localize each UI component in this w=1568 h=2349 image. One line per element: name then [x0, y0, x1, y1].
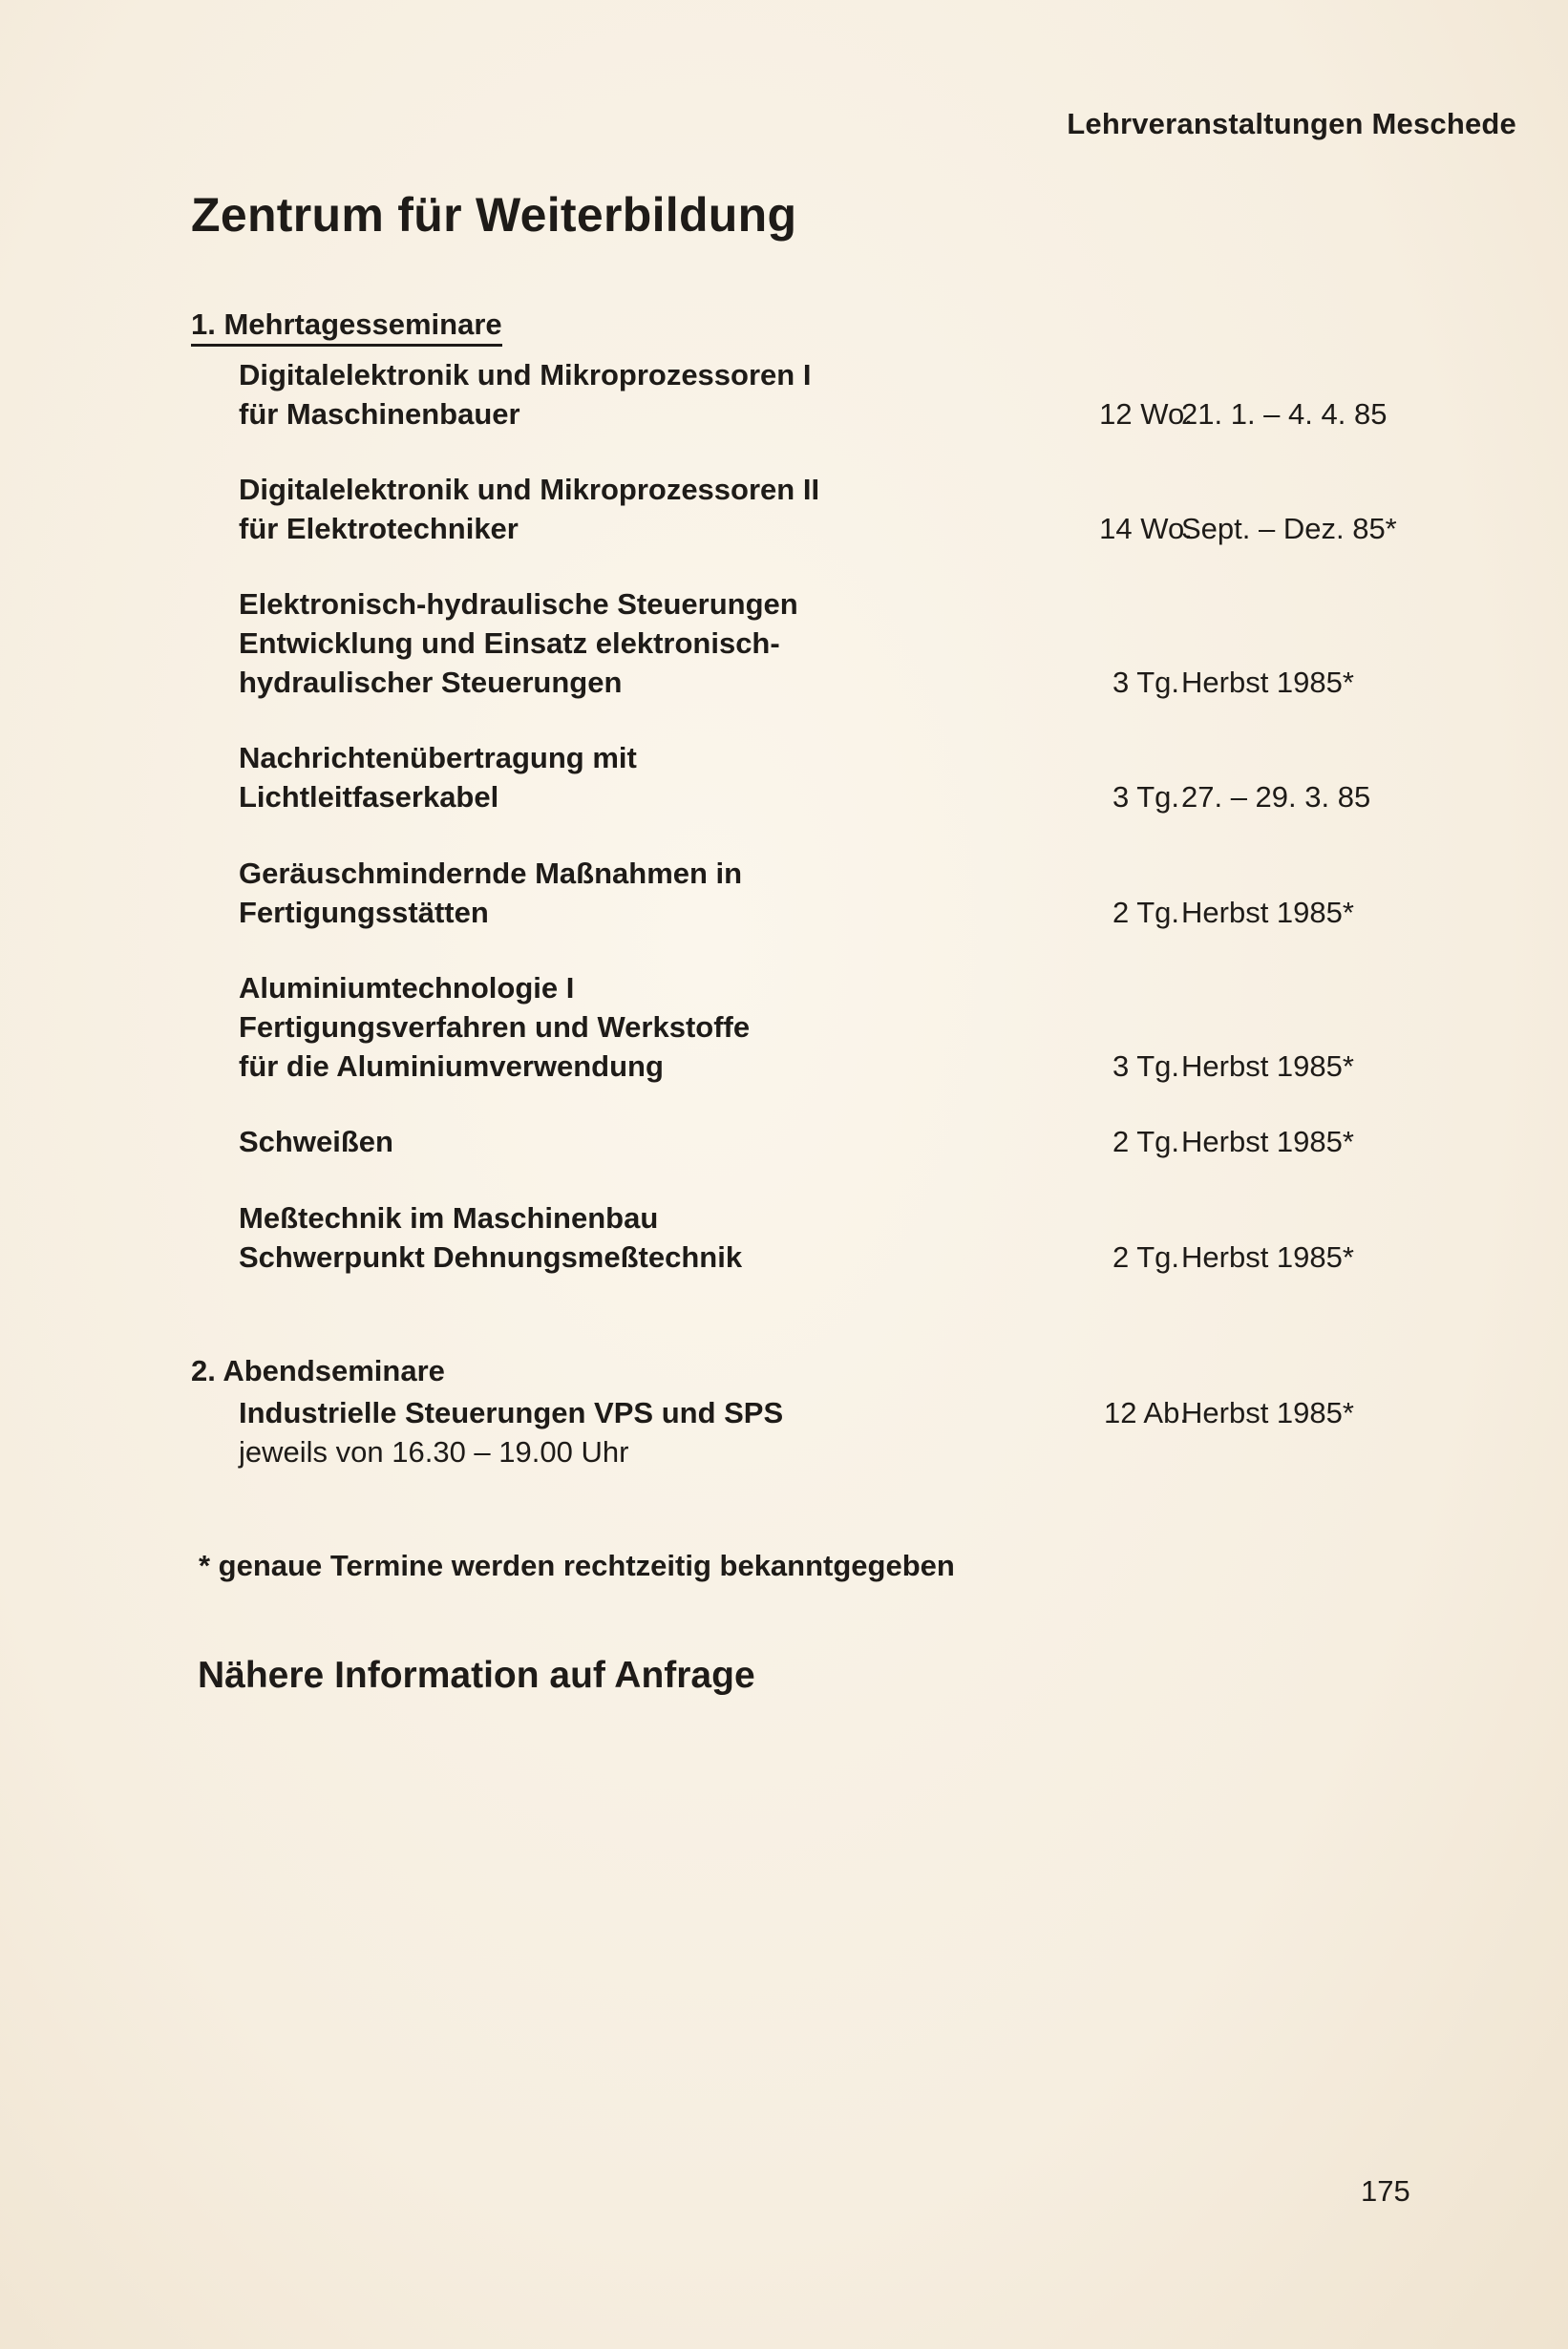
- section-heading-mehrtagesseminare: 1. Mehrtagesseminare: [191, 307, 502, 347]
- seminar-entry: [239, 1393, 1432, 1471]
- seminar-title-line: Nachrichtenübertragung mit: [239, 741, 637, 774]
- seminar-title-line: Digitalelektronik und Mikroprozessoren II: [239, 473, 820, 506]
- seminar-date: Herbst 1985*: [1181, 1049, 1354, 1083]
- seminar-title-line: Meßtechnik im Maschinenbau: [239, 1201, 659, 1235]
- seminar-title-line: hydraulischer Steuerungen: [239, 666, 623, 699]
- seminar-entry: [239, 968, 1432, 1086]
- seminar-entry: [239, 1122, 1432, 1161]
- seminar-entry: [239, 854, 1432, 932]
- page-title: Zentrum für Weiterbildung: [191, 188, 797, 242]
- seminar-date: Herbst 1985*: [1181, 1396, 1354, 1429]
- seminar-title-line: Entwicklung und Einsatz elektronisch-: [239, 626, 780, 660]
- seminar-duration: 12 Wo.: [1099, 397, 1193, 431]
- seminar-title-line: Fertigungsverfahren und Werkstoffe: [239, 1010, 751, 1044]
- seminar-entry: [239, 738, 1432, 816]
- seminar-time-line: jeweils von 16.30 – 19.00 Uhr: [239, 1435, 629, 1469]
- seminar-duration: 3 Tg.: [1112, 780, 1180, 814]
- seminar-title-line: Geräuschmindernde Maßnahmen in: [239, 857, 743, 890]
- seminar-title-line: für Elektrotechniker: [239, 512, 519, 545]
- seminar-title-line: Fertigungsstätten: [239, 896, 489, 929]
- seminar-title-line: für die Aluminiumverwendung: [239, 1049, 664, 1083]
- seminar-title-line: für Maschinenbauer: [239, 397, 520, 431]
- seminar-duration: 3 Tg.: [1112, 1049, 1180, 1083]
- seminar-title-line: Schweißen: [239, 1125, 393, 1158]
- info-note: Nähere Information auf Anfrage: [198, 1655, 755, 1696]
- seminar-duration: 2 Tg.: [1112, 1125, 1180, 1158]
- seminar-title-line: Lichtleitfaserkabel: [239, 780, 499, 814]
- seminar-duration: 3 Tg.: [1112, 666, 1180, 699]
- page-number: 175: [1361, 2174, 1410, 2208]
- seminar-date: Herbst 1985*: [1181, 896, 1354, 929]
- seminar-title-line: Industrielle Steuerungen VPS und SPS: [239, 1396, 784, 1429]
- seminar-title-line: Digitalelektronik und Mikroprozessoren I: [239, 358, 812, 392]
- seminar-duration: 2 Tg.: [1112, 1240, 1180, 1274]
- section-heading-abendseminare: 2. Abendseminare: [191, 1354, 445, 1387]
- seminar-title-line: Elektronisch-hydraulische Steuerungen: [239, 587, 798, 621]
- seminar-date: 27. – 29. 3. 85: [1181, 780, 1371, 814]
- seminar-entry: [239, 1198, 1432, 1277]
- seminar-date: Herbst 1985*: [1181, 1125, 1354, 1158]
- running-header: Lehrveranstaltungen Meschede: [1067, 107, 1516, 140]
- seminar-title-line: Schwerpunkt Dehnungsmeßtechnik: [239, 1240, 743, 1274]
- seminar-date: 21. 1. – 4. 4. 85: [1181, 397, 1388, 431]
- seminar-duration: 12 Ab.: [1104, 1396, 1188, 1429]
- seminar-entry: [239, 355, 1432, 434]
- seminar-title-line: Aluminiumtechnologie I: [239, 971, 575, 1005]
- seminar-entry: [239, 584, 1432, 702]
- seminar-duration: 2 Tg.: [1112, 896, 1180, 929]
- footnote: * genaue Termine werden rechtzeitig bekanntgegeben: [199, 1549, 955, 1582]
- seminar-date: Sept. – Dez. 85*: [1181, 512, 1397, 545]
- seminar-entry: [239, 470, 1432, 548]
- seminar-date: Herbst 1985*: [1181, 666, 1354, 699]
- seminar-date: Herbst 1985*: [1181, 1240, 1354, 1274]
- seminar-duration: 14 Wo.: [1099, 512, 1193, 545]
